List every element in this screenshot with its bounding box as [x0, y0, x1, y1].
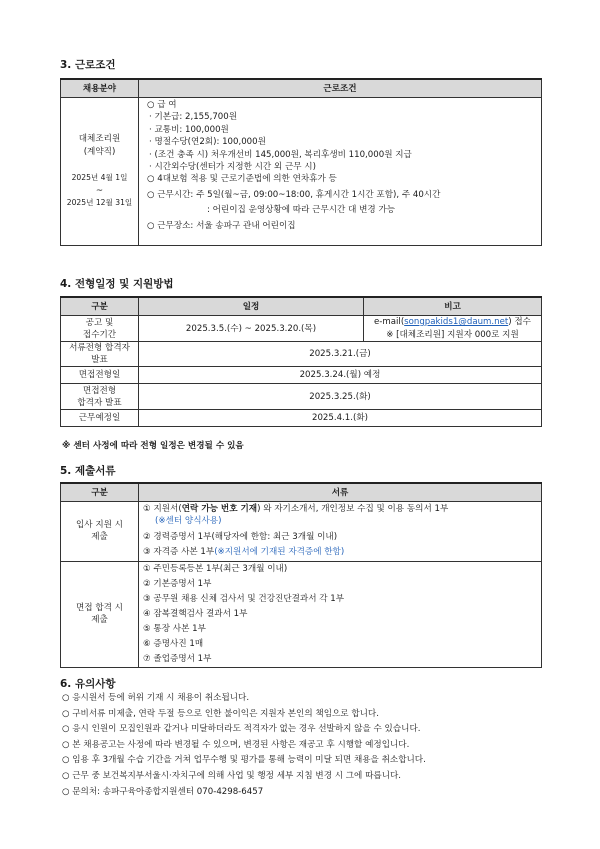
schedule-value: 2025.4.1.(화): [139, 410, 542, 427]
field-name: 대체조리원: [78, 134, 121, 145]
field-contract: (계약직): [83, 146, 116, 157]
schedule-note: ※ 센터 사정에 따라 전형 일정은 변경될 수 있음: [62, 441, 244, 451]
condition-insurance: ○ 4대보험 적용 및 근로기준법에 의한 연차휴가 등: [147, 174, 337, 185]
period-sep: ~: [95, 185, 104, 196]
caution-item: ○ 응시 인원이 모집인원과 같거나 미달하더라도 적격자가 없는 경우 선발하지 않을 수 있습니다.: [62, 724, 421, 735]
caution-item: ○ 본 채용공고는 사정에 따라 변경될 수 있으며, 변경된 사항은 재공고 후 시행할 예정입니다.: [62, 739, 410, 750]
interview-label: [61, 561, 139, 667]
apply-item-1: [143, 503, 537, 515]
condition-pay: ○ 급 여: [147, 100, 177, 110]
label-line: 면접 합격 시: [76, 603, 123, 614]
period-start: 2025년 4월 1일: [71, 173, 128, 183]
interview-documents: [139, 561, 542, 667]
schedule-table: [60, 296, 542, 427]
header-conditions: 근로조건: [139, 79, 542, 98]
interview-item: ④ 잠복결핵검사 결과서 1부: [143, 608, 248, 619]
condition-base: · 기본급: 2,155,700원: [149, 112, 238, 123]
header-category: 구분: [61, 297, 139, 316]
label-line: 제출: [91, 532, 108, 543]
schedule-value: 2025.3.25.(화): [139, 384, 542, 410]
caution-item: ○ 근무 중 보건복지부서울시·자치구에 의해 사업 및 행정 세부 지침 변경 시 그에 따릅니다.: [62, 770, 402, 781]
interview-item: ⑥ 증명사진 1매: [143, 638, 204, 649]
apply-item-1-note: (※센터 양식사용): [155, 516, 222, 527]
apply-label: [61, 502, 139, 562]
section-3-title: 3. 근로조건: [60, 59, 116, 71]
label-line: 발표: [91, 355, 108, 365]
row-label: [61, 342, 139, 367]
label-line: 제출: [91, 615, 108, 626]
header-schedule: 일정: [139, 297, 364, 316]
section-4-title: 4. 전형일정 및 지원방법: [60, 278, 174, 290]
remark-line2: ※ [대체조리원] 지원자 000로 지원: [386, 329, 519, 340]
condition-transport: · 교통비: 100,000원: [149, 124, 229, 135]
item-emphasis: 연락 가능 번호 기재: [181, 504, 258, 514]
remark-suffix: ) 접수: [508, 317, 531, 328]
row-label: [61, 384, 139, 410]
field-cell: [61, 98, 139, 246]
schedule-value: 2025.3.21.(금): [139, 342, 542, 367]
condition-allowance: · (조건 충족 시) 처우개선비 145,000원, 복리후생비 110,000원 지급: [149, 149, 412, 160]
interview-item: ① 주민등록등본 1부(최근 3개월 이내): [143, 563, 288, 574]
apply-item-2: ② 경력증명서 1부(해당자에 한함: 최근 3개월 이내): [143, 531, 338, 542]
header-category: 구분: [61, 483, 139, 502]
item-text: ③ 자격증 사본 1부: [143, 547, 215, 558]
row-label: [61, 316, 139, 342]
remark-prefix: e-mail(: [374, 317, 405, 328]
item-note: (※지원서에 기재된 자격증에 한함): [214, 547, 345, 558]
caution-item: ○ 구비서류 미제출, 연락 두절 등으로 인한 불이익은 지원자 본인의 책임으로 합니다.: [62, 708, 379, 719]
schedule-value: 2025.3.24.(월) 예정: [139, 367, 542, 384]
label-line: 공고 및: [85, 317, 114, 328]
condition-overtime: · 시간외수당(센터가 지정한 시간 외 근무 시): [149, 162, 316, 173]
section-6-title: 6. 유의사항: [60, 678, 116, 690]
item-number: ①: [143, 504, 151, 514]
interview-item: ⑤ 통장 사본 1부: [143, 623, 206, 634]
period-end: 2025년 12월 31일: [66, 198, 133, 208]
interview-item: ③ 공무원 채용 신체 검사서 및 건강진단결과서 각 1부: [143, 593, 345, 604]
condition-location: ○ 근무장소: 서울 송파구 관내 어린이집: [147, 220, 296, 231]
condition-holiday: · 명절수당(연2회): 100,000원: [149, 137, 266, 148]
label-line: 입사 지원 시: [76, 520, 123, 531]
header-field: 채용분야: [61, 79, 139, 98]
work-conditions-table: [60, 78, 542, 246]
item-text: 지원서(: [150, 504, 182, 514]
remark-cell: [364, 316, 542, 342]
condition-hours-note: : 어린이집 운영상황에 따라 근무시간 대 변경 가능: [207, 205, 396, 216]
label-line: 접수기간: [82, 329, 117, 340]
header-remark: 비고: [364, 297, 542, 316]
label-line: 면접전형: [82, 385, 117, 396]
interview-item: ② 기본증명서 1부: [143, 578, 212, 589]
caution-item: ○ 응시원서 등에 허위 기재 시 채용이 취소됩니다.: [62, 693, 250, 703]
item-text: ) 와 자기소개서, 개인정보 수집 및 이용 동의서 1부: [257, 504, 449, 514]
apply-item-3: [143, 546, 537, 558]
interview-item: ⑦ 졸업증명서 1부: [143, 653, 212, 664]
caution-list: [62, 691, 542, 800]
label-line: 서류전형 합격자: [69, 343, 130, 353]
schedule-value: 2025.3.5.(수) ~ 2025.3.20.(목): [139, 316, 364, 342]
caution-item: ○ 임용 후 3개월 수습 기간을 거쳐 업무수행 및 평가를 통해 능력이 미달 되면 채용을 취소합니다.: [62, 755, 426, 766]
row-label: 면접전형일: [61, 367, 139, 384]
header-documents: 서류: [139, 483, 542, 502]
remark-email-link[interactable]: songpakids1@daum.net: [404, 317, 509, 328]
label-line: 합격자 발표: [77, 397, 122, 408]
condition-hours: ○ 근무시간: 주 5일(월~금, 09:00~18:00, 휴게시간 1시간 포함), 주 40시간: [147, 189, 441, 200]
row-label: 근무예정일: [61, 410, 139, 427]
apply-documents: [139, 502, 542, 562]
caution-item: ○ 문의처: 송파구육아종합지원센터 070-4298-6457: [62, 786, 264, 797]
section-5-title: 5. 제출서류: [60, 465, 116, 477]
documents-table: [60, 482, 542, 668]
conditions-cell: [139, 98, 542, 246]
